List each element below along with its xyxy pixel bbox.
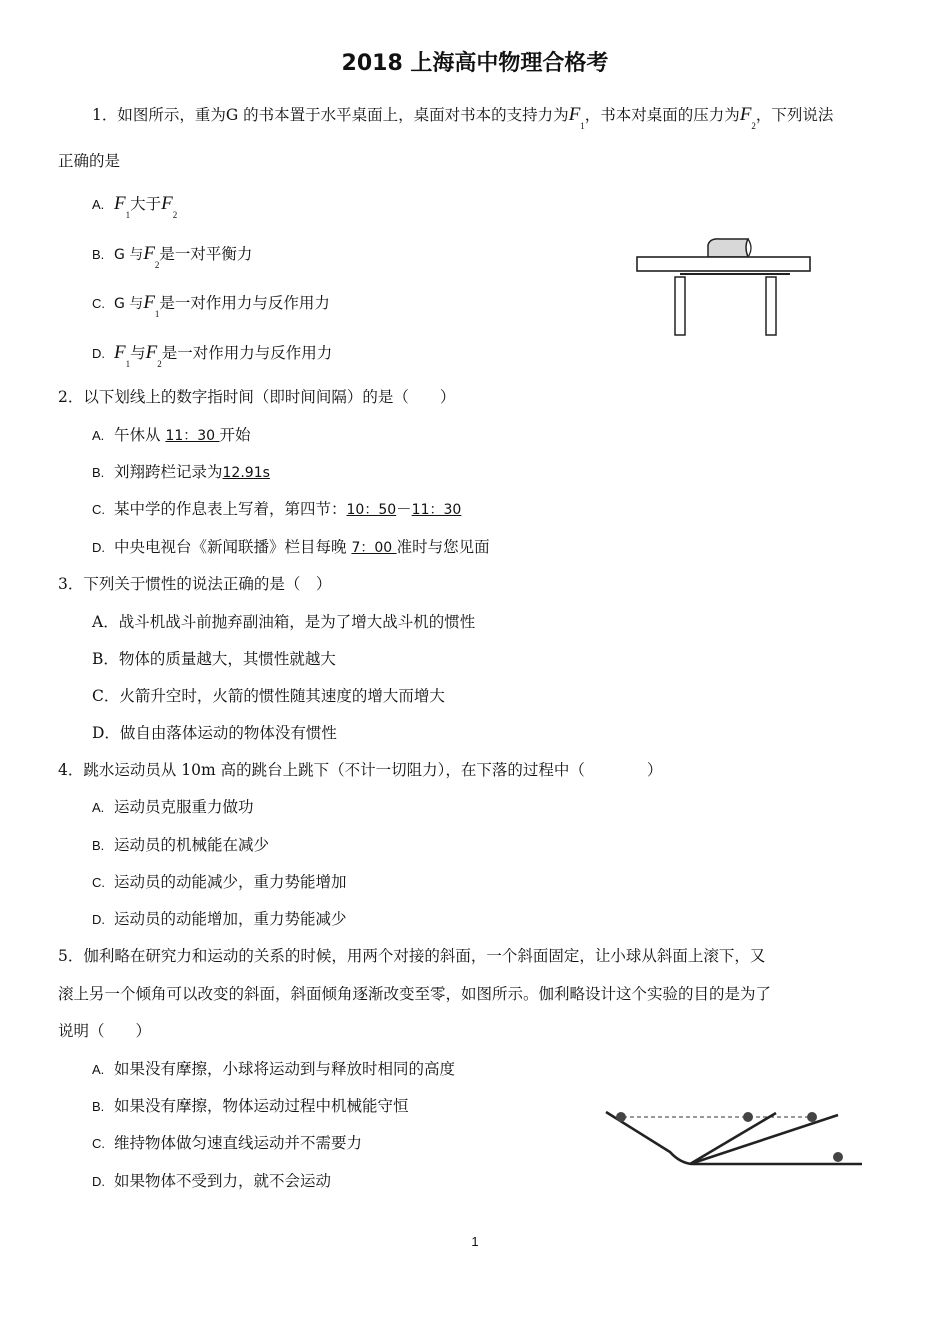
q2-option-b: B. 刘翔跨栏记录为12.91s (92, 463, 270, 481)
q2-stem: 2．以下划线上的数字指时间（即时间间隔）的是（ ） (58, 388, 456, 406)
force-f2: $F_2$ (739, 104, 756, 131)
q4-option-d: D. 运动员的动能增加，重力势能减少 (92, 910, 347, 928)
q4-option-b: B. 运动员的机械能在减少 (92, 836, 270, 854)
table-leg-left (675, 277, 685, 335)
q3-option-a: A．战斗机战斗前抛弃副油箱，是为了增大战斗机的惯性 (92, 613, 476, 631)
q1-stem-line2: 正确的是 (58, 152, 121, 170)
q1-option-c: C. G 与$F_1$是一对作用力与反作用力 (92, 292, 330, 319)
q1-option-a: A. $F_1$大于$F_2$ (92, 193, 178, 220)
ball-start (616, 1112, 626, 1122)
q1-option-b: B. G 与$F_2$是一对平衡力 (92, 243, 253, 270)
q5-option-d: D. 如果物体不受到力，就不会运动 (92, 1172, 332, 1190)
q3-option-d: D．做自由落体运动的物体没有惯性 (92, 724, 337, 742)
q4-option-a: A. 运动员克服重力做功 (92, 798, 254, 816)
ball-steep (743, 1112, 753, 1122)
q4-stem: 4．跳水运动员从 10m 高的跳台上跳下（不计一切阻力），在下落的过程中（ ） (58, 761, 663, 779)
q2-option-d: D. 中央电视台《新闻联播》栏目每晚 7：00 准时与您见面 (92, 538, 490, 556)
table-leg-right (766, 277, 776, 335)
book-shape (708, 239, 748, 257)
q3-stem: 3．下列关于惯性的说法正确的是（ ） (58, 575, 332, 593)
shallow-incline (690, 1115, 838, 1164)
ball-flat (833, 1152, 843, 1162)
inclined-planes-figure (598, 1100, 868, 1172)
q5-option-b: B. 如果没有摩擦，物体运动过程中机械能守恒 (92, 1097, 409, 1115)
table-top (637, 257, 810, 271)
q3-option-b: B．物体的质量越大，其惯性就越大 (92, 650, 336, 668)
q1-stem: 1．如图所示，重为G 的书本置于水平桌面上，桌面对书本的支持力为$F_1$，书本对桌面的压力为$F_2$，下列说法 (92, 104, 834, 131)
q3-option-c: C．火箭升空时，火箭的惯性随其速度的增大而增大 (92, 687, 445, 705)
q5-stem-line1: 5．伽利略在研究力和运动的关系的时候，用两个对接的斜面，一个斜面固定，让小球从斜面上滚下，又 (58, 947, 766, 965)
q5-stem-line2: 滚上另一个倾角可以改变的斜面，斜面倾角逐渐改变至零，如图所示。伽利略设计这个实验的目的是为了 (58, 985, 772, 1003)
page-title: 2018 上海高中物理合格考 (341, 51, 609, 76)
q2-option-a: A. 午休从 11：30 开始 (92, 426, 251, 444)
q5-option-a: A. 如果没有摩擦，小球将运动到与释放时相同的高度 (92, 1060, 456, 1078)
q4-option-c: C. 运动员的动能减少，重力势能增加 (92, 873, 347, 891)
q2-option-c: C. 某中学的作息表上写着，第四节：10：50－11：30 (92, 500, 462, 518)
table-book-figure (630, 234, 815, 344)
ball-shallow (807, 1112, 817, 1122)
q5-stem-line3: 说明（ ） (58, 1022, 152, 1040)
q1-option-d: D. $F_1$与$F_2$是一对作用力与反作用力 (92, 342, 333, 369)
q5-option-c: C. 维持物体做匀速直线运动并不需要力 (92, 1134, 363, 1152)
page-number: 1 (471, 1234, 479, 1249)
force-f1: $F_1$ (568, 104, 585, 131)
